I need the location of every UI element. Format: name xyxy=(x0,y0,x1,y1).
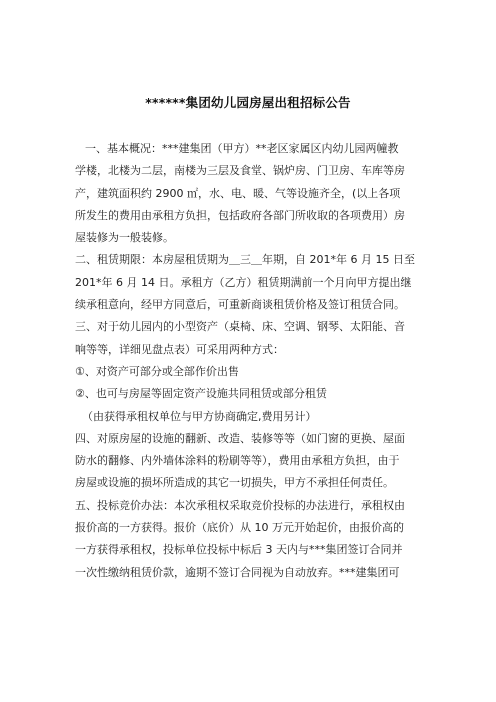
note-line: （由获得承租权单位与甲方协商确定,费用另计） xyxy=(82,409,317,423)
paragraph-line: 四、对原房屋的设施的翻新、改造、装修等等（如门窗的更换、屋面 xyxy=(75,431,405,445)
paragraph-line: 学楼，北楼为二层，南楼为三层及食堂、锅炉房、门卫房、车库等房 xyxy=(75,164,405,178)
paragraph-line: 防水的翻修、内外墙体涂料的粉刷等等），费用由承租方负担，由于 xyxy=(75,454,400,468)
paragraph-line: 房屋或设施的损坏所造成的其它一切损失，甲方不承担任何责任。 xyxy=(75,476,394,490)
paragraph-line: 一方获得承租权，投标单位投标中标后 3 天内与***集团签订合同并 xyxy=(75,543,403,557)
paragraph-line: 三、对于幼儿园内的小型资产（桌椅、床、空调、钢琴、太阳能、音 xyxy=(75,320,405,334)
paragraph-line: 一次性缴纳租赁价款，逾期不签订合同视为自动放弃。***建集团可 xyxy=(75,565,400,579)
list-item: ①、对资产可部分或全部作价出售 xyxy=(75,364,239,378)
paragraph-line: 一、基本概况：***建集团（甲方）**老区家属区内幼儿园两幢教 xyxy=(85,142,399,155)
document-body xyxy=(75,138,440,584)
paragraph-line: 二、租赁期限：本房屋租赁期为＿三＿年期，自 201*年 6 月 15 日至 xyxy=(75,253,415,267)
paragraph-line: 产，建筑面积约 2900 ㎡，水、电、暖、气等设施齐全，(以上各项 xyxy=(75,186,401,200)
paragraph-line: 屋装修为一般装修。 xyxy=(75,231,174,245)
paragraph-line: 五、投标竞价办法：本次承租权采取竞价投标的办法进行，承租权由 xyxy=(75,498,405,512)
paragraph-line: 报价高的一方获得。报价（底价）从 10 万元开始起价，由报价高的 xyxy=(75,521,404,535)
list-item: ②、也可与房屋等固定资产设施共同租赁或部分租赁 xyxy=(75,387,327,401)
paragraph-line: 所发生的费用由承租方负担，包括政府各部门所收取的各项费用）房 xyxy=(75,208,405,222)
paragraph-line: 续承租意向，经甲方同意后，可重新商谈租赁价格及签订租赁合同。 xyxy=(75,298,405,312)
paragraph-line: 201*年 6 月 14 日。承租方（乙方）租赁期满前一个月向甲方提出继 xyxy=(75,275,412,289)
paragraph-line: 响等等，详细见盘点表）可采用两种方式： xyxy=(75,342,284,356)
document-title: ******集团幼儿园房屋出租招标公告 xyxy=(145,95,351,110)
